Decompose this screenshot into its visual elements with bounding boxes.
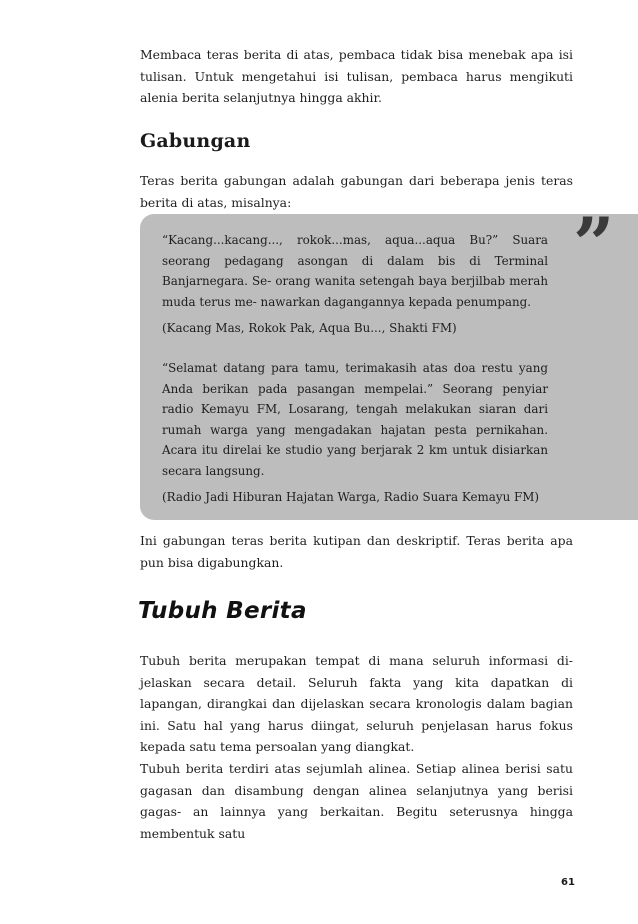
gabungan-paragraph: Teras berita gabungan adalah gabungan dari beberapa jenis teras berita di atas, misalnya: bbox=[140, 173, 573, 210]
example-quote-1: “Kacang...kacang..., rokok...mas, aqua...aqua Bu?” Suara seorang pedagang asongan di dalam bis di Terminal Banjarnegara. Se- orang wanita setengah baya berjilbab merah muda terus me- nawarkan dagangannya kepada penumpang. bbox=[162, 233, 548, 309]
page-number: 61 bbox=[561, 877, 575, 888]
example-source-1: (Kacang Mas, Rokok Pak, Aqua Bu..., Shakti FM) bbox=[162, 321, 457, 335]
tubuh-paragraph-1: Tubuh berita merupakan tempat di mana seluruh informasi di- jelaskan secara detail. Seluruh fakta yang kita dapatkan di lapangan, dirangkai dan dijelaskan secara kronologis dalam bagian ini. Satu hal yang harus diingat, seluruh penjelasan harus fokus kepada satu tema persoalan yang diangkat. bbox=[140, 653, 573, 754]
intro-paragraph: Membaca teras berita di atas, pembaca tidak bisa menebak apa isi tulisan. Untuk mengetahui isi tulisan, pembaca harus mengikuti alenia berita selanjutnya hingga akhir. bbox=[140, 47, 573, 105]
section-heading-tubuh-berita: Tubuh Berita bbox=[138, 598, 307, 624]
quotation-mark-icon: ” bbox=[573, 201, 615, 286]
example-quote-2: “Selamat datang para tamu, terimakasih atas doa restu yang Anda berikan pada pasangan mempelai.” Seorang penyiar radio Kemayu FM, Losarang, tengah melakukan siaran dari rumah warga yang mengadakan hajatan pesta pernikahan. Acara itu direlai ke studio yang berjarak 2 km untuk disiarkan secara langsung. bbox=[162, 361, 548, 478]
tubuh-paragraph-2: Tubuh berita terdiri atas sejumlah alinea. Setiap alinea berisi satu gagasan dan disambung dengan alinea selanjutnya yang berisi gagas- an lainnya yang berkaitan. Begitu seterusnya hingga membentuk satu bbox=[140, 761, 573, 841]
after-quote-paragraph: Ini gabungan teras berita kutipan dan deskriptif. Teras berita apa pun bisa digabungkan. bbox=[140, 533, 573, 570]
section-heading-gabungan: Gabungan bbox=[140, 130, 251, 152]
example-source-2: (Radio Jadi Hiburan Hajatan Warga, Radio Suara Kemayu FM) bbox=[162, 490, 540, 504]
